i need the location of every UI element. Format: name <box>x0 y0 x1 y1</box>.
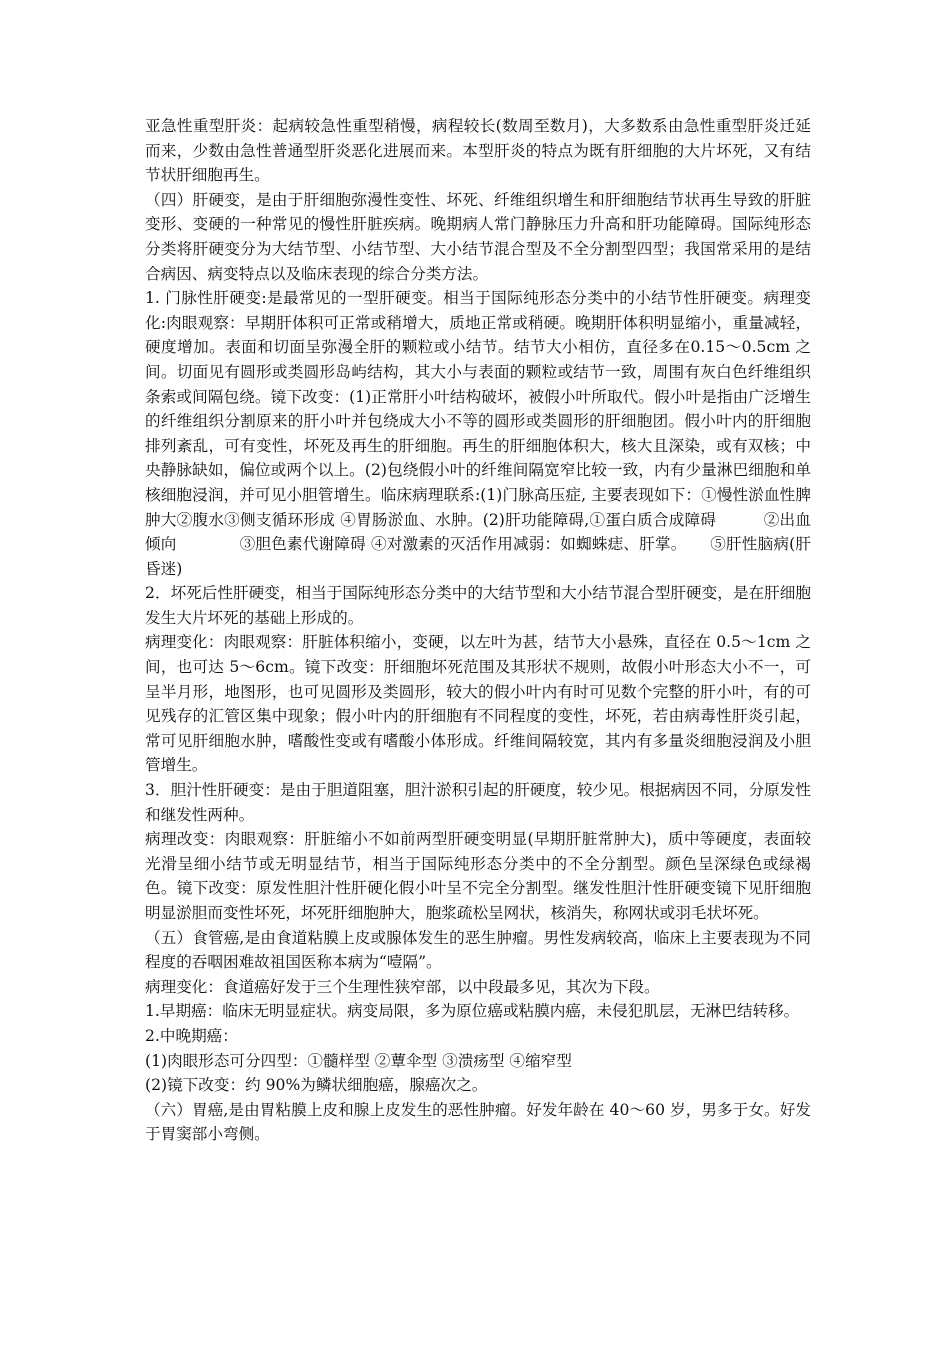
paragraph-gastric-cancer: （六）胃癌,是由胃粘膜上皮和腺上皮发生的恶性肿瘤。好发年龄在 40～60 岁，男多于女。好发于胃窦部小弯侧。 <box>145 1100 811 1144</box>
paragraph-esophageal-pathology: 病理变化：食道癌好发于三个生理性狭窄部，以中段最多见，其次为下段。 <box>145 977 660 996</box>
paragraph-portal-cirrhosis: 1. 门脉性肝硬变:是最常见的一型肝硬变。相当于国际纯形态分类中的小结节性肝硬变。病理变化:肉眼观察：早期肝体积可正常或稍增大，质地正常或稍硬。晚期肝体积明显缩小，重量减轻，硬度增加。表面和切面呈弥漫全肝的颗粒或小结节。结节大小相仿，直径多在0.15～0.5cm 之间。切面见有圆形或类圆形岛屿结构，其大小与表面的颗粒或结节一致，周围有灰白色纤维组织条索或间隔包绕。镜下改变：(1)正常肝小叶结构破坏，被假小叶所取代。假小叶是指由广泛增生的纤维组织分割原来的肝小叶并包绕成大小不等的圆形或类圆形的肝细胞团。假小叶内的肝细胞排列紊乱，可有变性，坏死及再生的肝细胞。再生的肝细胞体积大，核大且深染，或有双核；中央静脉缺如，偏位或两个以上。(2)包绕假小叶的纤维间隔宽窄比较一致，内有少量淋巴细胞和单核细胞浸润，并可见小胆管增生。临床病理联系:(1)门脉高压症, 主要表现如下：①慢性淤血性脾肿大②腹水③侧支循环形成 ④胃肠淤血、水肿。(2)肝功能障碍,①蛋白质合成障碍 ②出血倾向 ③胆色素代谢障碍 ④对激素的灭活作用减弱：如蜘蛛痣、肝掌。 ⑤肝性脑病(肝昏迷) <box>145 289 811 578</box>
paragraph-esophageal-cancer: （五）食管癌,是由食道粘膜上皮或腺体发生的恶生肿瘤。男性发病较高，临床上主要表现为不同程度的吞咽困难故祖国医称本病为“噎隔”。 <box>145 928 811 972</box>
paragraph-microscopic: (2)镜下改变：约 90%为鳞状细胞癌，腺癌次之。 <box>145 1076 488 1095</box>
paragraph-postnecrotic-pathology: 病理变化：肉眼观察：肝脏体积缩小，变硬，以左叶为甚，结节大小悬殊，直径在 0.5～1cm 之间，也可达 5～6cm。镜下改变：肝细胞坏死范围及其形状不规则，故假小叶形态大小不一，可呈半月形，地图形，也可见圆形及类圆形，较大的假小叶内有时可见数个完整的肝小叶，有的可见残存的汇管区集中现象；假小叶内的肝细胞有不同程度的变性，坏死，若由病毒性肝炎引起，常可见肝细胞水肿，嗜酸性变或有嗜酸小体形成。纤维间隔较宽，其内有多量炎细胞浸润及小胆管增生。 <box>145 633 811 775</box>
paragraph-subacute-severe-hepatitis: 亚急性重型肝炎：起病较急性重型稍慢，病程较长(数周至数月)，大多数系由急性重型肝炎迁延而来，少数由急性普通型肝炎恶化进展而来。本型肝炎的特点为既有肝细胞的大片坏死，又有结节状肝细胞再生。 <box>145 117 811 185</box>
paragraph-postnecrotic-cirrhosis: 2．坏死后性肝硬变，相当于国际纯形态分类中的大结节型和大小结节混合型肝硬变，是在肝细胞发生大片坏死的基础上形成的。 <box>145 584 811 627</box>
paragraph-early-cancer: 1.早期癌：临床无明显症状。病变局限，多为原位癌或粘膜内癌，未侵犯肌层，无淋巴结转移。 <box>145 1002 800 1021</box>
paragraph-biliary-pathology: 病理改变：肉眼观察：肝脏缩小不如前两型肝硬变明显(早期肝脏常肿大)，质中等硬度，表面较光滑呈细小结节或无明显结节，相当于国际纯形态分类中的不全分割型。颜色呈深绿色或绿褐色。镜下改变：原发性胆汁性肝硬化假小叶呈不完全分割型。继发性胆汁性肝硬变镜下见肝细胞明显淤胆而变性坏死，坏死肝细胞肿大，胞浆疏松呈网状，核消失，称网状或羽毛状坏死。 <box>145 830 811 922</box>
document-page <box>145 114 811 1147</box>
paragraph-biliary-cirrhosis: 3．胆汁性肝硬变：是由于胆道阻塞，胆汁淤积引起的肝硬度，较少见。根据病因不同，分原发性和继发性两种。 <box>145 781 811 824</box>
paragraph-cirrhosis-intro: （四）肝硬变，是由于肝细胞弥漫性变性、坏死、纤维组织增生和肝细胞结节状再生导致的肝脏变形、变硬的一种常见的慢性肝脏疾病。晚期病人常门静脉压力升高和肝功能障碍。国际纯形态分类将肝硬变分为大结节型、小结节型、大小结节混合型及不全分割型四型；我国常采用的是结合病因、病变特点以及临床表现的综合分类方法。 <box>145 190 811 283</box>
paragraph-gross-types: (1)肉眼形态可分四型：①髓样型 ②蕈伞型 ③溃疡型 ④缩窄型 <box>145 1051 572 1070</box>
paragraph-advanced-cancer: 2.中晚期癌： <box>145 1026 238 1045</box>
